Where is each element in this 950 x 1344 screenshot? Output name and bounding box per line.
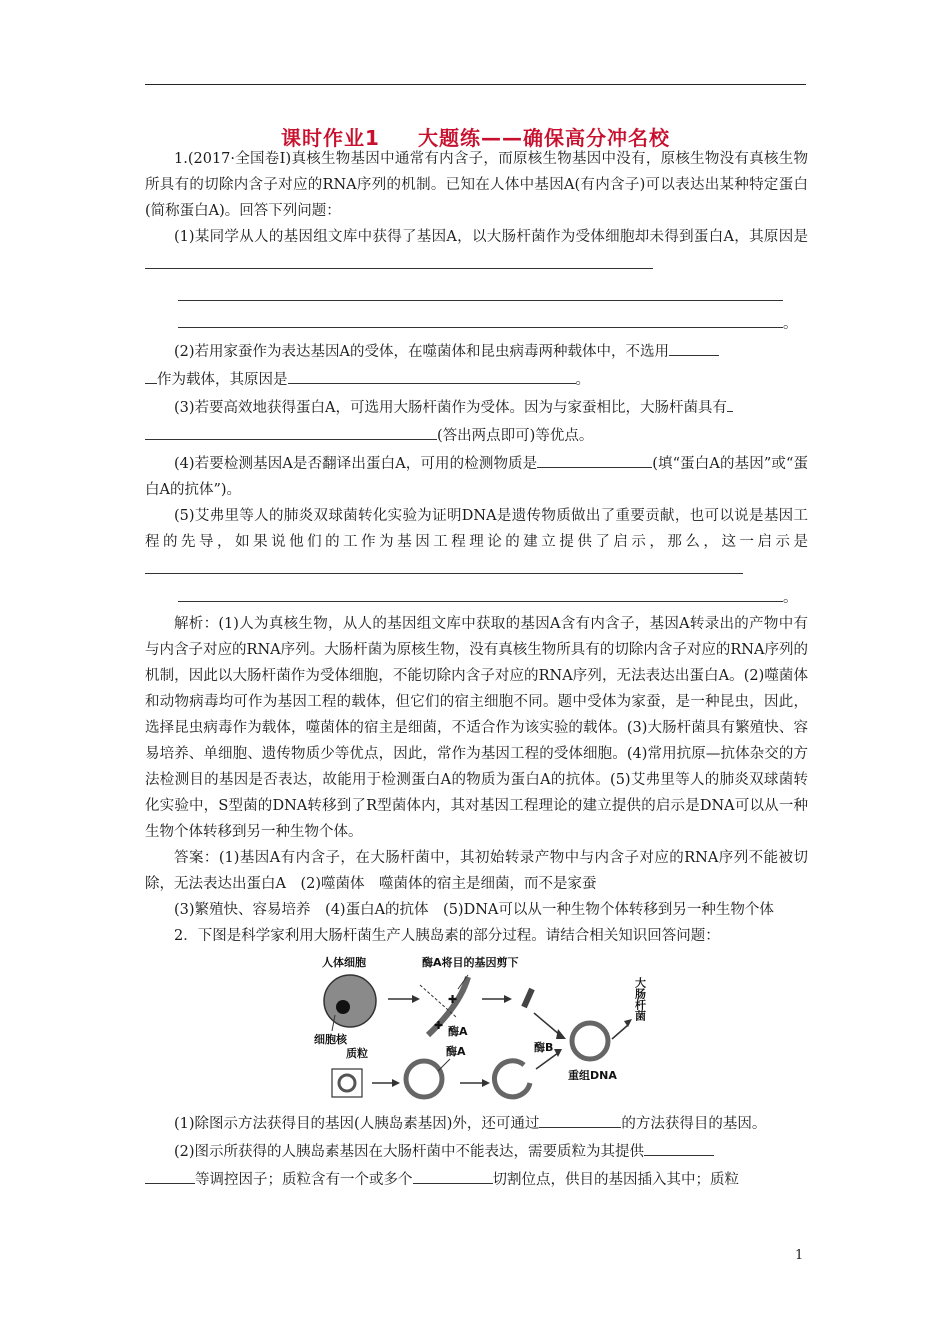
title-part1: 课时作业1 [281, 126, 380, 150]
q1-part1: (1)某同学从人的基因组文库中获得了基因A，以大肠杆菌作为受体细胞却未得到蛋白A，其原因是 [145, 224, 808, 278]
plasmid-cell-shape [332, 1069, 362, 1097]
arrow-head [412, 995, 420, 1003]
arrow-head [482, 1079, 490, 1087]
arrow-head [556, 1029, 566, 1039]
human-cell-shape [324, 975, 376, 1027]
q1-part2-cont: 作为载体，其原因是 。 [145, 365, 808, 393]
recombinant-dna-shape [572, 1023, 608, 1059]
plasmid-large-shape [406, 1061, 442, 1097]
arrow-head [392, 1079, 400, 1087]
label-human-cell: 人体细胞 [322, 956, 366, 969]
plasmid-shape [339, 1075, 355, 1091]
nucleus-shape [336, 1000, 350, 1014]
label-recombinant-dna: 重组DNA [568, 1069, 617, 1082]
cut-mark: ✚ [448, 993, 458, 1006]
arrow-line [612, 1025, 628, 1039]
svg-text:大肠杆菌: 大肠杆菌 [633, 977, 647, 1021]
label-plasmid: 质粒 [346, 1047, 368, 1060]
q1-part2: (2)若用家蚕作为表达基因A的受体，在噬菌体和昆虫病毒两种载体中，不选用 [145, 337, 808, 365]
label-ecoli [634, 976, 647, 1022]
arrow-line [534, 1013, 560, 1035]
q1-analysis: 解析：(1)人为真核生物，从人的基因组文库中获取的基因A含有内含子，基因A转录出的产物中有与内含子对应的RNA序列。大肠杆菌为原核生物，没有真核生物所具有的切除内含子对应的RNA序列的机制，因此以大肠杆菌作为受体细胞，不能切除内含子对应的RNA序列，无法表达出蛋白A。(2)噬菌体和动物病毒均可作为基因工程的载体，但它们的宿主细胞不同。题中受体为家蚕，是一种昆虫，因此，选择昆虫病毒作为载体，噬菌体的宿主是细菌，不适合作为该实验的载体。(3)大肠杆菌具有繁殖快、容易培养、单细胞、遗传物质少等优点，因此，常作为基因工程的受体细胞。(4)常用抗原—抗体杂交的方法检测目的基因是否表达，故能用于检测蛋白A的物质为蛋白A的抗体。(5)艾弗里等人的肺炎双球菌转化实验中，S型菌的DNA转移到了R型菌体内，其对基因工程理论的建立提供的启示是DNA可以从一种生物个体转移到另一种生物个体。 [145, 616, 808, 840]
title-part2: 大题练——确保高分冲名校 [417, 126, 670, 150]
answer-line [178, 282, 783, 301]
q2-part2-cont: 等调控因子；质粒含有一个或多个 切割位点，供目的基因插入其中；质粒 [145, 1165, 808, 1193]
q1-answer: 答案：(1)基因A有内含子，在大肠杆菌中，其初始转录产物中与内含子对应的RNA序列不能被切除，无法表达出蛋白A (2)噬菌体 噬菌体的宿主是细菌，而不是家蚕 [145, 850, 808, 892]
q2-stem: 2．下图是科学家利用大肠杆菌生产人胰岛素的部分过程。请结合相关知识回答问题： [174, 928, 720, 944]
insulin-process-diagram [310, 955, 670, 1103]
opened-plasmid-shape [494, 1061, 530, 1097]
gene-fragment-shape [524, 989, 532, 1007]
header-rule [145, 84, 806, 85]
document-body [145, 146, 808, 1193]
label-enzyme-b: 酶B [534, 1041, 554, 1054]
q1-stem: 1.(2017·全国卷Ⅰ)真核生物基因中通常有内含子，而原核生物基因中没有，原核生物没有真核生物所具有的切除内含子对应的RNA序列的机制。已知在人体中基因A(有内含子)可以表达出某种特定蛋白(简称蛋白A)。回答下列问题： [145, 151, 808, 219]
answer-line-end: 。 [178, 583, 808, 611]
label-enzyme-a-cut: 酶A将目的基因剪下 [422, 956, 519, 969]
label-enzyme-a-2: 酶A [446, 1045, 466, 1058]
arrow-head [624, 1019, 632, 1027]
answer-line-end: 。 [178, 309, 808, 337]
q1-part3-cont: (答出两点即可)等优点。 [145, 421, 808, 449]
cut-line [438, 1059, 450, 1071]
label-enzyme-a: 酶A [448, 1025, 468, 1038]
q1-part3: (3)若要高效地获得蛋白A，可选用大肠杆菌作为受体。因为与家蚕相比，大肠杆菌具有 [145, 393, 808, 421]
q1-part5: (5)艾弗里等人的肺炎双球菌转化实验为证明DNA是遗传物质做出了重要贡献，也可以说是基因工程的先导，如果说他们的工作为基因工程理论的建立提供了启示，那么，这一启示是 [145, 503, 808, 583]
label-nucleus: 细胞核 [314, 1033, 347, 1046]
arrow-line [536, 1053, 558, 1069]
q2-part1: (1)除图示方法获得目的基因(人胰岛素基因)外，还可通过 的方法获得目的基因。 [145, 1109, 808, 1137]
q1-answer-cont: (3)繁殖快、容易培养 (4)蛋白A的抗体 (5)DNA可以从一种生物个体转移到另一种生物个体 [174, 902, 774, 918]
q2-part2: (2)图示所获得的人胰岛素基因在大肠杆菌中不能表达，需要质粒为其提供 [145, 1137, 808, 1165]
page-number: 1 [795, 1248, 804, 1263]
q1-part4: (4)若要检测基因A是否翻译出蛋白A，可用的检测物质是 (填“蛋白A的基因”或“蛋白A的抗体”)。 [145, 449, 808, 503]
arrow-head [504, 995, 512, 1003]
cut-mark: ✚ [434, 1019, 444, 1032]
